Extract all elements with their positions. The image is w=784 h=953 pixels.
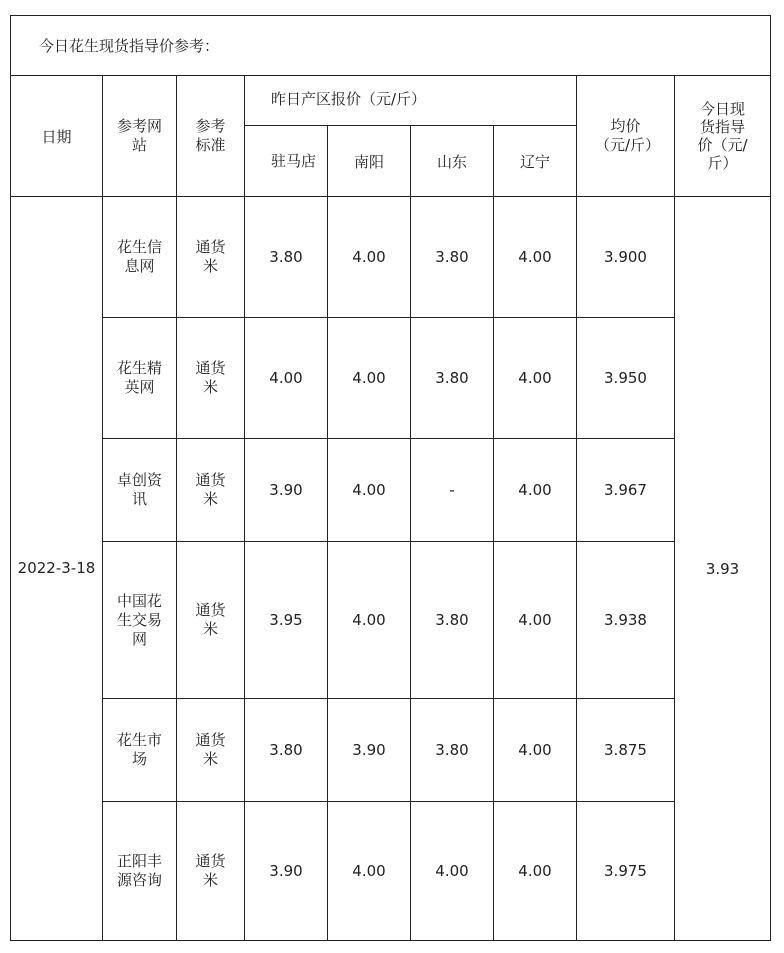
- standard-cell: 通货米: [177, 318, 245, 439]
- site-cell: 正阳丰源咨询: [103, 802, 177, 941]
- price-ny-cell: 4.00: [328, 318, 411, 439]
- price-sd-cell: 4.00: [411, 802, 494, 941]
- avg-cell: 3.938: [577, 542, 675, 699]
- header-region-sd: 山东: [411, 126, 494, 197]
- price-ny-cell: 4.00: [328, 802, 411, 941]
- header-date: 日期: [11, 76, 103, 197]
- price-zmd-cell: 3.80: [245, 197, 328, 318]
- price-zmd-cell: 4.00: [245, 318, 328, 439]
- price-ny-cell: 4.00: [328, 197, 411, 318]
- header-region-zmd: 驻马店: [245, 126, 328, 197]
- table-title: 今日花生现货指导价参考：: [11, 16, 771, 76]
- standard-cell: 通货米: [177, 802, 245, 941]
- table-row: [11, 802, 771, 941]
- price-sd-cell: 3.80: [411, 197, 494, 318]
- standard-cell: 通货米: [177, 197, 245, 318]
- avg-cell: 3.875: [577, 699, 675, 802]
- price-ny-cell: 3.90: [328, 699, 411, 802]
- price-zmd-cell: 3.80: [245, 699, 328, 802]
- header-standard: 参考标准: [177, 76, 245, 197]
- site-cell: 卓创资讯: [103, 439, 177, 542]
- site-cell: 花生信息网: [103, 197, 177, 318]
- avg-cell: 3.950: [577, 318, 675, 439]
- price-ln-cell: 4.00: [494, 802, 577, 941]
- header-region-ln: 辽宁: [494, 126, 577, 197]
- price-table: [10, 15, 771, 941]
- standard-cell: 通货米: [177, 439, 245, 542]
- avg-cell: 3.967: [577, 439, 675, 542]
- standard-cell: 通货米: [177, 699, 245, 802]
- price-ln-cell: 4.00: [494, 699, 577, 802]
- guide-price-cell: 3.93: [675, 197, 771, 941]
- table-row: [11, 699, 771, 802]
- avg-cell: 3.900: [577, 197, 675, 318]
- table-row: [11, 439, 771, 542]
- price-zmd-cell: 3.90: [245, 802, 328, 941]
- site-cell: 中国花生交易网: [103, 542, 177, 699]
- header-region-ny: 南阳: [328, 126, 411, 197]
- header-guide: 今日现货指导价（元/斤）: [675, 76, 771, 197]
- site-cell: 花生市场: [103, 699, 177, 802]
- header-avg: 均价（元/斤）: [577, 76, 675, 197]
- price-sd-cell: -: [411, 439, 494, 542]
- price-zmd-cell: 3.90: [245, 439, 328, 542]
- table-row: [11, 197, 771, 318]
- price-ln-cell: 4.00: [494, 197, 577, 318]
- table-row: [11, 318, 771, 439]
- price-ln-cell: 4.00: [494, 542, 577, 699]
- header-site: 参考网站: [103, 76, 177, 197]
- table-row: [11, 542, 771, 699]
- avg-cell: 3.975: [577, 802, 675, 941]
- price-ny-cell: 4.00: [328, 542, 411, 699]
- header-region-group: 昨日产区报价（元/斤）: [245, 76, 577, 126]
- price-ny-cell: 4.00: [328, 439, 411, 542]
- price-sd-cell: 3.80: [411, 542, 494, 699]
- price-sd-cell: 3.80: [411, 699, 494, 802]
- date-cell: 2022-3-18: [11, 197, 103, 941]
- price-ln-cell: 4.00: [494, 318, 577, 439]
- price-ln-cell: 4.00: [494, 439, 577, 542]
- price-sd-cell: 3.80: [411, 318, 494, 439]
- standard-cell: 通货米: [177, 542, 245, 699]
- price-zmd-cell: 3.95: [245, 542, 328, 699]
- site-cell: 花生精英网: [103, 318, 177, 439]
